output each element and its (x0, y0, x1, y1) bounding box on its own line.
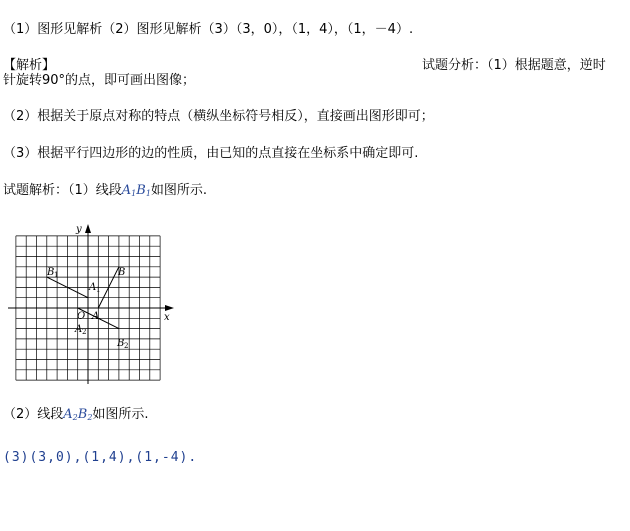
seg-a2-sub: 2 (72, 413, 78, 422)
solution-2-prefix: （2）线段 (3, 407, 64, 422)
analysis-line-1: 针旋转90°的点，即可画出图像； (3, 73, 196, 88)
solution-1-suffix: 如图所示. (150, 183, 208, 198)
analysis-intro: 试题分析：（1）根据题意，逆时 (422, 58, 606, 73)
point-label-a1: A (89, 282, 97, 293)
origin-label: O (77, 311, 86, 322)
point-label-b2-sub: 2 (124, 342, 129, 350)
seg-a1-letter: A (121, 183, 132, 198)
axes (8, 224, 174, 384)
y-axis-arrow-icon (85, 224, 91, 233)
point-label-b: B (118, 267, 126, 278)
y-axis-label: y (76, 224, 82, 235)
x-axis-arrow-icon (165, 305, 174, 311)
solution-1-prefix: 试题解析：（1）线段 (3, 183, 122, 198)
seg-b2-letter: B (77, 407, 88, 422)
solution-2-suffix: 如图所示. (92, 407, 149, 422)
seg-b1-letter: B (136, 183, 146, 198)
answer-line-1: （1）图形见解析（2）图形见解析（3）（3，0），（1，4），（1，－4）. (3, 22, 414, 37)
point-label-a2: A (75, 324, 83, 335)
solution-line-3: (3)(3,0),(1,4),(1,-4). (3, 450, 198, 465)
analysis-line-2: （2）根据关于原点对称的特点（横纵坐标符号相反），直接画出图形即可； (3, 109, 434, 124)
point-label-b1-sub: 1 (54, 271, 59, 279)
seg-b2-sub: 2 (87, 413, 93, 422)
point-label-a2-sub: 2 (82, 328, 87, 336)
seg-b1-sub: 1 (145, 189, 151, 198)
seg-a1-sub: 1 (131, 189, 137, 198)
x-axis-label: x (164, 312, 170, 323)
analysis-heading: 【解析】 (3, 58, 56, 73)
point-label-b2: B (117, 338, 125, 349)
point-label-b1: B (47, 267, 55, 278)
point-label-a1-sub: 1 (96, 286, 101, 294)
analysis-line-3: （3）根据平行四边形的边的性质，由已知的点直接在坐标系中确定即可. (3, 146, 419, 161)
seg-a2-letter: A (63, 407, 73, 422)
point-label-a: A (92, 311, 100, 322)
